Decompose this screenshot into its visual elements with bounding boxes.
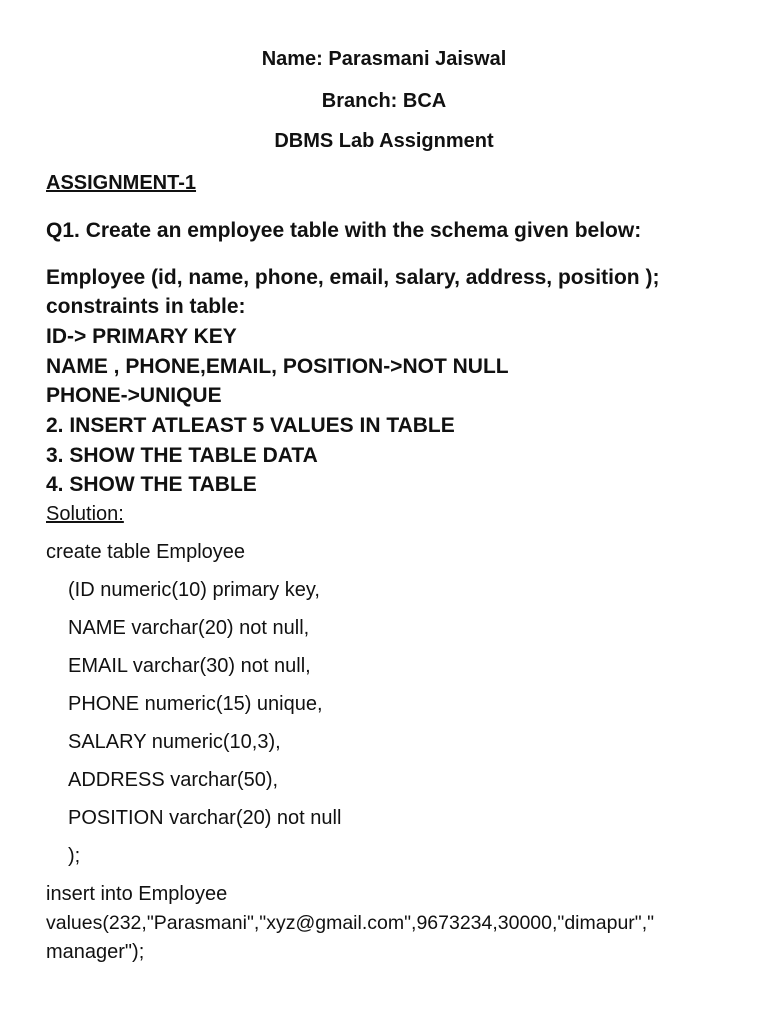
code-line: manager");	[46, 941, 145, 963]
code-line: SALARY numeric(10,3),	[68, 731, 281, 753]
code-line: values(232,"Parasmani","xyz@gmail.com",9673234,30000,"dimapur","	[46, 912, 655, 934]
question-1	[46, 218, 641, 244]
task-line: Employee (id, name, phone, email, salary, address, position );	[46, 266, 660, 289]
task-line: 3. SHOW THE TABLE DATA	[46, 444, 318, 467]
task-line: PHONE->UNIQUE	[46, 384, 222, 407]
question-text: Create an employee table with the schema given below:	[79, 219, 642, 242]
branch: Branch: BCA	[321, 90, 447, 112]
code-line: NAME varchar(20) not null,	[68, 617, 310, 639]
task-line: 2. INSERT ATLEAST 5 VALUES IN TABLE	[46, 414, 455, 437]
task-line: 4. SHOW THE TABLE	[46, 473, 257, 496]
code-line: ADDRESS varchar(50),	[68, 769, 279, 791]
task-line: ID-> PRIMARY KEY	[46, 325, 237, 348]
code-line: PHONE numeric(15) unique,	[68, 693, 323, 715]
code-line: insert into Employee	[46, 883, 228, 905]
code-line: create table Employee	[46, 541, 246, 563]
code-line: );	[68, 845, 81, 867]
code-line: (ID numeric(10) primary key,	[68, 579, 320, 601]
question-label: Q1.	[46, 219, 80, 242]
task-line: NAME , PHONE,EMAIL, POSITION->NOT NULL	[46, 355, 509, 378]
assignment-title: ASSIGNMENT-1	[46, 172, 197, 194]
code-line: EMAIL varchar(30) not null,	[68, 655, 311, 677]
course-title: DBMS Lab Assignment	[274, 130, 494, 152]
code-line: POSITION varchar(20) not null	[68, 807, 342, 829]
solution-label: Solution:	[46, 503, 124, 525]
student-name: Name: Parasmani Jaiswal	[261, 48, 507, 70]
task-line: constraints in table:	[46, 295, 246, 318]
